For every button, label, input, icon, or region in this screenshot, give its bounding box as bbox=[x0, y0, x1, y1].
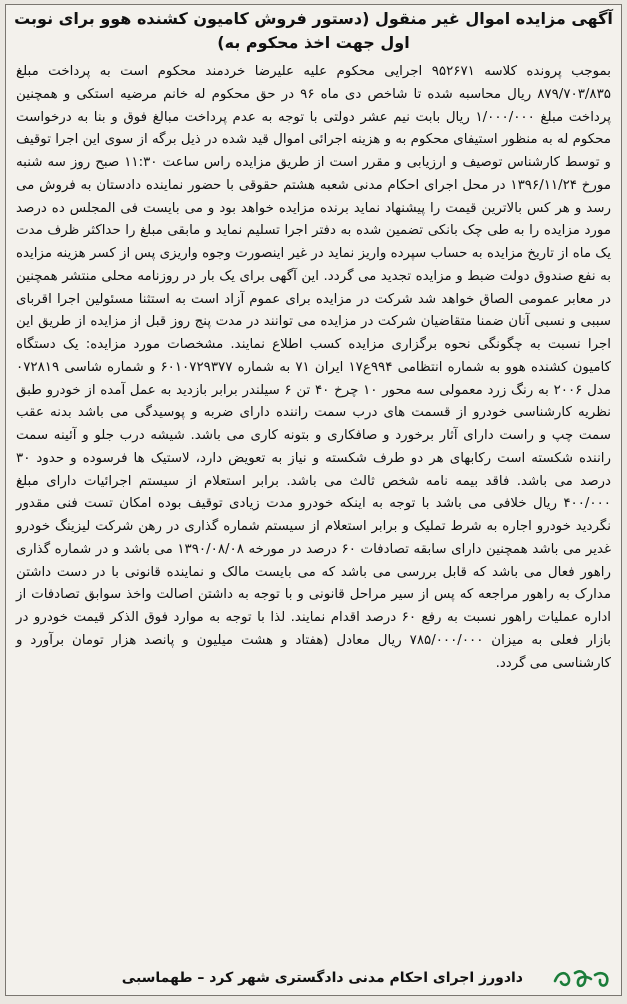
notice-title-line-1: آگهی مزایده اموال غیر منقول (دستور فروش کامیون کشنده هوو برای نوبت bbox=[14, 9, 613, 28]
handwritten-mark-icon bbox=[551, 965, 613, 991]
auction-notice bbox=[5, 4, 622, 996]
signature-line: دادورز اجرای احکام مدنی دادگستری شهر کرد – طهماسبی bbox=[121, 970, 523, 986]
notice-footer bbox=[14, 965, 613, 991]
notice-body: بموجب پرونده کلاسه ۹۵۲۶۷۱ اجرایی محکوم علیه علیرضا خردمند محکوم است به پرداخت مبلغ ۸۷۹/۷۰۳/۸۳۵ ریال محاسبه شده تا شاخص دی ماه ۹۶ در حق محکوم له خانم مرضیه استکی و همچنین پرداخت مبلغ ۱/۰۰۰/۰۰۰ ریال بابت نیم عشر دولتی با توجه به عدم پرداخت مبالغ فوق و بنا به درخواست محکوم له به منظور استیفای محکوم به و هزینه اجرائی اموال قید شده در ذیل برگه از سوی این اجرا توقیف و توسط کارشناس توصیف و ارزیابی و مقرر است از طریق مزایده راس ساعت ۱۱:۳۰ صبح روز سه شنبه مورخ ۱۳۹۶/۱۱/۲۴ در محل اجرای احکام مدنی شعبه هشتم حقوقی با حضور نماینده دادستان به فروش می رسد و هر کس بالاترین قیمت را پیشنهاد نماید برنده مزایده خواهد بود و می بایست فی المجلس ده درصد مورد مزایده را به طی چک بانکی تضمین شده به دفتر اجرا تسلیم نماید و مابقی مبلغ را حداکثر ظرف مدت یک ماه از تاریخ مزایده به حساب سپرده واریز نماید در غیر اینصورت وجوه واریزی پس از کسر هزینه مزایده به نفع صندوق دولت ضبط و مزایده تجدید می گردد. این آگهی برای یک بار در روزنامه محلی منتشر همچنین در معابر عمومی الصاق خواهد شد شرکت در مزایده برای عموم آزاد است به استثنا مسئولین اجرا اقربای سببی و نسبی آنان ضمنا متقاضیان شرکت در مزایده می توانند در مدت پنج روز قبل از مزایده از طریق این اجرا نسبت به چگونگی نحوه برگزاری مزایده کسب اطلاع نمایند. مشخصات مورد مزایده: یک دستگاه کامیون کشنده هوو به شماره انتظامی ۹۹۴ع۱۷ ایران ۷۱ به شماره ۶۰۱۰۷۲۹۳۷۷ و شماره شاسی ۰۷۲۸۱۹ مدل ۲۰۰۶ به رنگ زرد معمولی سه محور ۱۰ چرخ ۴۰ تن ۶ سیلندر برابر بازدید به عمل آمده از خودرو طبق نظریه کارشناسی خودرو از قسمت های درب سمت راننده دارای ضربه و پوسیدگی می باشد بدنه عقب سمت چپ و راست دارای آثار برخورد و صافکاری و بتونه کاری می باشد. شیشه درب جلو و آئینه سمت راننده شکسته است رکابهای هر دو طرف شکسته و نیاز به تعویض دارد، لاستیک ها فرسوده و حدود ۳۰ درصد می باشد. فاقد بیمه نامه شخص ثالث می باشد. برابر استعلام از سیستم اجرائیات دارای مبلغ ۴۰۰/۰۰۰ ریال خلافی می باشد با توجه به اینکه خودرو مدت زیادی توقیف بوده امکان تست فنی مقدور نگردید خودرو اجاره به شرط تملیک و برابر استعلام از سیستم شماره گذاری در رهن شرکت لیزینگ خودرو غدیر می باشد همچنین دارای سابقه تصادفات ۶۰ درصد در مورخه ۱۳۹۰/۰۸/۰۸ می باشد و در شماره گذاری راهور فعال می باشد که قابل بررسی می باشد که می بایست مالک و نماینده قانونی با در دست داشتن مدارک به راهور مراجعه که پس از سیر مراحل قانونی و با توجه به داشتن اصالت واخذ سوابق تصادفات از اداره عملیات راهور نسبت به رفع ۶۰ درصد اقدام نمایند. لذا با توجه به موارد فوق الذکر قیمت خودرو در بازار فعلی به میزان ۷۸۵/۰۰۰/۰۰۰ ریال معادل (هفتاد و هشت میلیون و پانصد هزار تومان برآورد و کارشناسی می گردد. bbox=[16, 64, 612, 671]
notice-title bbox=[6, 5, 621, 55]
notice-title-line-2: اول جهت اخذ محکوم به) bbox=[217, 33, 410, 52]
